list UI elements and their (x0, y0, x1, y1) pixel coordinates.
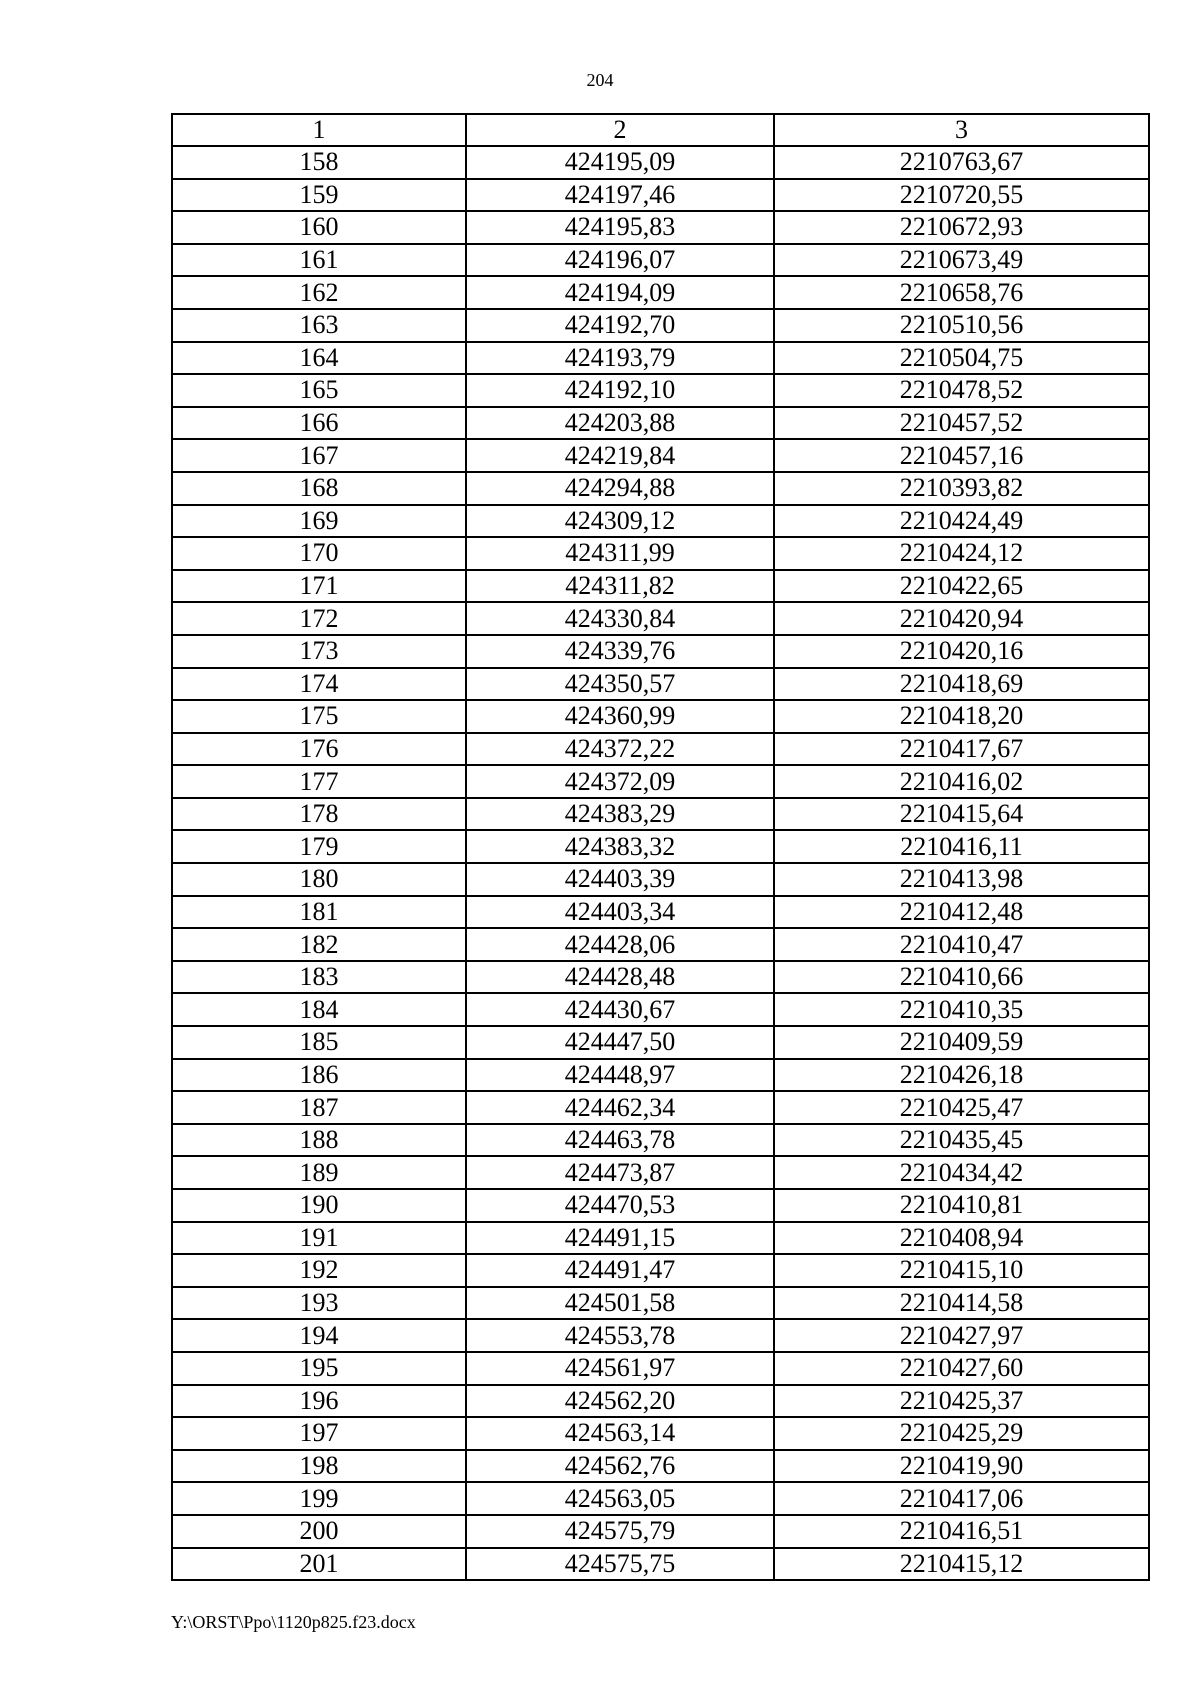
point-number-cell: 181 (172, 896, 466, 929)
x-coordinate-cell: 424473,87 (466, 1156, 774, 1189)
table-row (172, 733, 1149, 766)
x-coordinate-cell: 424195,09 (466, 146, 774, 179)
table-row (172, 700, 1149, 733)
y-coordinate-cell: 2210412,48 (774, 896, 1149, 929)
y-coordinate-cell: 2210417,67 (774, 733, 1149, 766)
table-row (172, 1417, 1149, 1450)
x-coordinate-cell: 424463,78 (466, 1124, 774, 1157)
point-number-cell: 201 (172, 1548, 466, 1581)
y-coordinate-cell: 2210720,55 (774, 179, 1149, 212)
point-number-cell: 184 (172, 993, 466, 1026)
point-number-cell: 189 (172, 1156, 466, 1189)
x-coordinate-cell: 424575,75 (466, 1548, 774, 1581)
point-number-cell: 171 (172, 570, 466, 603)
table-row (172, 1450, 1149, 1483)
x-coordinate-cell: 424219,84 (466, 439, 774, 472)
point-number-cell: 166 (172, 407, 466, 440)
table-header (172, 114, 1149, 146)
table-row (172, 961, 1149, 994)
point-number-cell: 177 (172, 765, 466, 798)
y-coordinate-cell: 2210418,69 (774, 668, 1149, 701)
x-coordinate-cell: 424350,57 (466, 668, 774, 701)
x-coordinate-cell: 424193,79 (466, 342, 774, 375)
point-number-cell: 175 (172, 700, 466, 733)
point-number-cell: 198 (172, 1450, 466, 1483)
table-row (172, 1548, 1149, 1581)
x-coordinate-cell: 424563,05 (466, 1482, 774, 1515)
table-row (172, 537, 1149, 570)
column-header-1: 1 (172, 114, 466, 146)
point-number-cell: 199 (172, 1482, 466, 1515)
x-coordinate-cell: 424194,09 (466, 276, 774, 309)
x-coordinate-cell: 424197,46 (466, 179, 774, 212)
table-row (172, 1385, 1149, 1418)
y-coordinate-cell: 2210420,16 (774, 635, 1149, 668)
x-coordinate-cell: 424563,14 (466, 1417, 774, 1450)
y-coordinate-cell: 2210425,37 (774, 1385, 1149, 1418)
table-row (172, 244, 1149, 277)
point-number-cell: 174 (172, 668, 466, 701)
table-row (172, 668, 1149, 701)
y-coordinate-cell: 2210408,94 (774, 1222, 1149, 1255)
point-number-cell: 176 (172, 733, 466, 766)
table-row (172, 896, 1149, 929)
x-coordinate-cell: 424330,84 (466, 602, 774, 635)
table-row (172, 1091, 1149, 1124)
table-row (172, 146, 1149, 179)
point-number-cell: 200 (172, 1515, 466, 1548)
table-row (172, 1156, 1149, 1189)
point-number-cell: 188 (172, 1124, 466, 1157)
x-coordinate-cell: 424311,99 (466, 537, 774, 570)
y-coordinate-cell: 2210424,49 (774, 505, 1149, 538)
y-coordinate-cell: 2210417,06 (774, 1482, 1149, 1515)
y-coordinate-cell: 2210393,82 (774, 472, 1149, 505)
table-row (172, 1515, 1149, 1548)
y-coordinate-cell: 2210425,29 (774, 1417, 1149, 1450)
table-body (172, 146, 1149, 1580)
point-number-cell: 183 (172, 961, 466, 994)
x-coordinate-cell: 424428,48 (466, 961, 774, 994)
point-number-cell: 182 (172, 928, 466, 961)
footer-file-path: Y:\ORST\Ppo\1120p825.f23.docx (171, 1612, 416, 1632)
point-number-cell: 163 (172, 309, 466, 342)
page-number: 204 (586, 70, 614, 90)
table-row (172, 602, 1149, 635)
y-coordinate-cell: 2210413,98 (774, 863, 1149, 896)
x-coordinate-cell: 424360,99 (466, 700, 774, 733)
table-row (172, 439, 1149, 472)
y-coordinate-cell: 2210427,97 (774, 1319, 1149, 1352)
y-coordinate-cell: 2210425,47 (774, 1091, 1149, 1124)
y-coordinate-cell: 2210410,47 (774, 928, 1149, 961)
x-coordinate-cell: 424192,70 (466, 309, 774, 342)
y-coordinate-cell: 2210457,16 (774, 439, 1149, 472)
point-number-cell: 172 (172, 602, 466, 635)
x-coordinate-cell: 424491,47 (466, 1254, 774, 1287)
point-number-cell: 165 (172, 374, 466, 407)
table-row (172, 863, 1149, 896)
table-row (172, 407, 1149, 440)
y-coordinate-cell: 2210504,75 (774, 342, 1149, 375)
x-coordinate-cell: 424501,58 (466, 1287, 774, 1320)
table-row (172, 1222, 1149, 1255)
x-coordinate-cell: 424428,06 (466, 928, 774, 961)
x-coordinate-cell: 424462,34 (466, 1091, 774, 1124)
x-coordinate-cell: 424575,79 (466, 1515, 774, 1548)
point-number-cell: 160 (172, 211, 466, 244)
x-coordinate-cell: 424403,34 (466, 896, 774, 929)
y-coordinate-cell: 2210422,65 (774, 570, 1149, 603)
y-coordinate-cell: 2210426,18 (774, 1059, 1149, 1092)
x-coordinate-cell: 424383,32 (466, 830, 774, 863)
table-row (172, 1059, 1149, 1092)
point-number-cell: 162 (172, 276, 466, 309)
table-row (172, 1319, 1149, 1352)
point-number-cell: 161 (172, 244, 466, 277)
x-coordinate-cell: 424196,07 (466, 244, 774, 277)
y-coordinate-cell: 2210415,64 (774, 798, 1149, 831)
y-coordinate-cell: 2210435,45 (774, 1124, 1149, 1157)
point-number-cell: 167 (172, 439, 466, 472)
table-row (172, 635, 1149, 668)
point-number-cell: 158 (172, 146, 466, 179)
point-number-cell: 190 (172, 1189, 466, 1222)
point-number-cell: 180 (172, 863, 466, 896)
table-row (172, 570, 1149, 603)
x-coordinate-cell: 424430,67 (466, 993, 774, 1026)
x-coordinate-cell: 424561,97 (466, 1352, 774, 1385)
x-coordinate-cell: 424309,12 (466, 505, 774, 538)
point-number-cell: 159 (172, 179, 466, 212)
x-coordinate-cell: 424403,39 (466, 863, 774, 896)
x-coordinate-cell: 424448,97 (466, 1059, 774, 1092)
point-number-cell: 186 (172, 1059, 466, 1092)
point-number-cell: 170 (172, 537, 466, 570)
column-header-3: 3 (774, 114, 1149, 146)
point-number-cell: 195 (172, 1352, 466, 1385)
y-coordinate-cell: 2210415,10 (774, 1254, 1149, 1287)
point-number-cell: 173 (172, 635, 466, 668)
point-number-cell: 196 (172, 1385, 466, 1418)
table-row (172, 211, 1149, 244)
point-number-cell: 169 (172, 505, 466, 538)
column-header-2: 2 (466, 114, 774, 146)
y-coordinate-cell: 2210416,02 (774, 765, 1149, 798)
point-number-cell: 164 (172, 342, 466, 375)
table-row (172, 342, 1149, 375)
table-row (172, 1287, 1149, 1320)
y-coordinate-cell: 2210416,11 (774, 830, 1149, 863)
point-number-cell: 168 (172, 472, 466, 505)
x-coordinate-cell: 424491,15 (466, 1222, 774, 1255)
y-coordinate-cell: 2210672,93 (774, 211, 1149, 244)
y-coordinate-cell: 2210510,56 (774, 309, 1149, 342)
x-coordinate-cell: 424339,76 (466, 635, 774, 668)
table-row (172, 276, 1149, 309)
y-coordinate-cell: 2210409,59 (774, 1026, 1149, 1059)
table-row (172, 472, 1149, 505)
table-row (172, 1352, 1149, 1385)
x-coordinate-cell: 424203,88 (466, 407, 774, 440)
x-coordinate-cell: 424562,20 (466, 1385, 774, 1418)
y-coordinate-cell: 2210410,81 (774, 1189, 1149, 1222)
point-number-cell: 187 (172, 1091, 466, 1124)
y-coordinate-cell: 2210414,58 (774, 1287, 1149, 1320)
table-row (172, 928, 1149, 961)
point-number-cell: 194 (172, 1319, 466, 1352)
point-number-cell: 179 (172, 830, 466, 863)
coordinates-table (171, 113, 1150, 1581)
table-row (172, 505, 1149, 538)
y-coordinate-cell: 2210419,90 (774, 1450, 1149, 1483)
x-coordinate-cell: 424470,53 (466, 1189, 774, 1222)
x-coordinate-cell: 424294,88 (466, 472, 774, 505)
table-header-row (172, 114, 1149, 146)
point-number-cell: 192 (172, 1254, 466, 1287)
x-coordinate-cell: 424311,82 (466, 570, 774, 603)
y-coordinate-cell: 2210418,20 (774, 700, 1149, 733)
x-coordinate-cell: 424383,29 (466, 798, 774, 831)
y-coordinate-cell: 2210673,49 (774, 244, 1149, 277)
x-coordinate-cell: 424372,22 (466, 733, 774, 766)
y-coordinate-cell: 2210478,52 (774, 374, 1149, 407)
x-coordinate-cell: 424562,76 (466, 1450, 774, 1483)
table-row (172, 1254, 1149, 1287)
table-row (172, 830, 1149, 863)
point-number-cell: 185 (172, 1026, 466, 1059)
x-coordinate-cell: 424192,10 (466, 374, 774, 407)
x-coordinate-cell: 424195,83 (466, 211, 774, 244)
table-row (172, 993, 1149, 1026)
table-row (172, 1189, 1149, 1222)
y-coordinate-cell: 2210420,94 (774, 602, 1149, 635)
x-coordinate-cell: 424553,78 (466, 1319, 774, 1352)
table-row (172, 374, 1149, 407)
table-row (172, 179, 1149, 212)
table-row (172, 1482, 1149, 1515)
x-coordinate-cell: 424372,09 (466, 765, 774, 798)
y-coordinate-cell: 2210410,35 (774, 993, 1149, 1026)
point-number-cell: 193 (172, 1287, 466, 1320)
y-coordinate-cell: 2210424,12 (774, 537, 1149, 570)
y-coordinate-cell: 2210416,51 (774, 1515, 1149, 1548)
y-coordinate-cell: 2210658,76 (774, 276, 1149, 309)
y-coordinate-cell: 2210457,52 (774, 407, 1149, 440)
y-coordinate-cell: 2210434,42 (774, 1156, 1149, 1189)
table-row (172, 765, 1149, 798)
y-coordinate-cell: 2210427,60 (774, 1352, 1149, 1385)
table-row (172, 1026, 1149, 1059)
y-coordinate-cell: 2210415,12 (774, 1548, 1149, 1581)
y-coordinate-cell: 2210410,66 (774, 961, 1149, 994)
point-number-cell: 178 (172, 798, 466, 831)
table-row (172, 309, 1149, 342)
y-coordinate-cell: 2210763,67 (774, 146, 1149, 179)
table-row (172, 1124, 1149, 1157)
table-row (172, 798, 1149, 831)
x-coordinate-cell: 424447,50 (466, 1026, 774, 1059)
point-number-cell: 191 (172, 1222, 466, 1255)
point-number-cell: 197 (172, 1417, 466, 1450)
